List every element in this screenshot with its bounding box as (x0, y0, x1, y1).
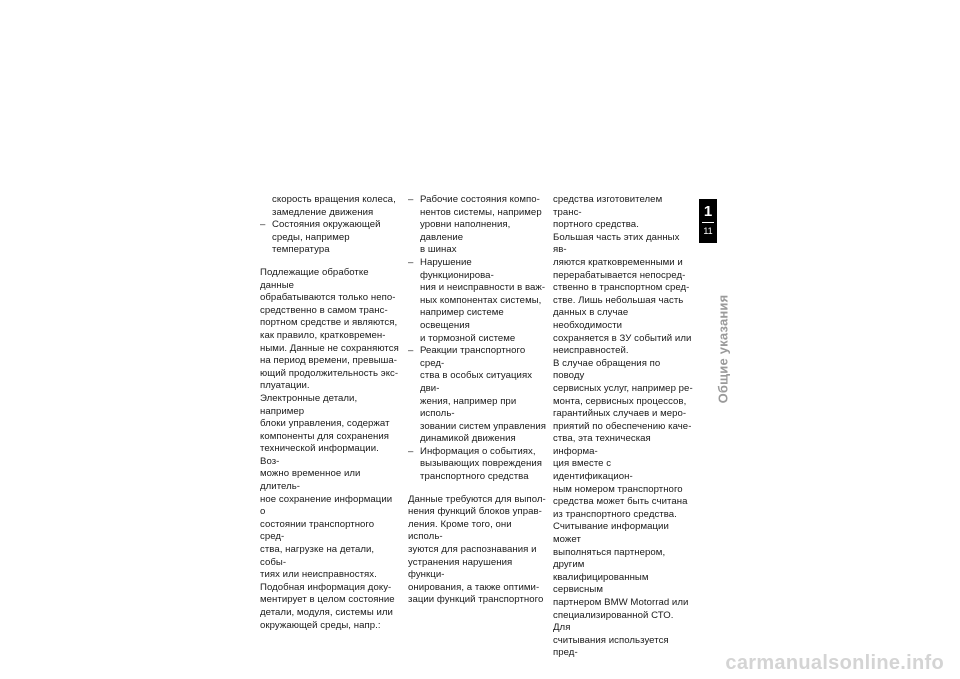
text-line: средственно в самом транс- (260, 304, 388, 316)
text-line: – Рабочие состояния компо- (420, 194, 540, 205)
text-line: квалифицированным сервисным (553, 571, 649, 596)
divider (702, 222, 714, 223)
text-line: уровни наполнения, давление (420, 219, 511, 243)
text-line: ства, эта техническая информа- (553, 433, 651, 457)
text-line: Подлежащие обработке данные (260, 266, 369, 291)
text-line: ния и неисправности в важ- (420, 282, 546, 294)
text-line: стве. Лишь небольшая часть (553, 294, 684, 306)
text-line: ных компонентах системы, (420, 294, 542, 306)
text-line: скорость вращения колеса, (272, 194, 396, 205)
text-line: нентов системы, например (420, 206, 542, 218)
text-line: В случае обращения по поводу (553, 357, 661, 382)
text-line: жения, например при исполь- (420, 395, 517, 420)
text-line: зовании систем управления (420, 420, 547, 432)
text-line: замедление движения (272, 206, 374, 218)
list-item-continuation (260, 194, 400, 219)
text-line: партнером BMW Motorrad или (553, 597, 689, 608)
text-line: выполняться партнером, другим (553, 546, 666, 571)
paragraph (553, 194, 693, 232)
text-line: тиях или неисправностях. (260, 569, 377, 581)
paragraph (553, 358, 693, 522)
chapter-tab (699, 199, 717, 243)
text-line: в шинах (420, 244, 457, 256)
text-line: из транспортного средства. (553, 508, 677, 520)
text-line: нения функций блоков управ- (408, 506, 542, 518)
text-line: Подобная информация доку- (260, 581, 392, 593)
text-line: среды, например температура (272, 231, 350, 256)
text-line: блоки управления, содержат (260, 418, 390, 430)
text-line: зации функций транспортного (408, 594, 544, 606)
paragraph (260, 582, 400, 632)
text-line: компоненты для сохранения (260, 430, 390, 442)
list-item (408, 345, 548, 446)
text-line: – Нарушение функционирова- (420, 256, 494, 281)
text-line: Данные требуются для выпол- (408, 493, 546, 505)
text-line: вызывающих повреждения (420, 458, 543, 470)
text-line: – Реакции транспортного сред- (420, 345, 526, 369)
text-line: портном средстве и являются, (260, 317, 398, 329)
text-line: ства в особых ситуациях дви- (420, 370, 533, 394)
text-line: Электронные детали, например (260, 392, 358, 417)
text-line: – Состояния окружающей (272, 219, 381, 231)
text-line: ментирует в целом состояние (260, 594, 395, 606)
text-line: технической информации. Воз- (260, 443, 379, 467)
list-item (408, 446, 548, 484)
text-line: как правило, кратковремен- (260, 329, 386, 341)
text-line: окружающей среды, напр.: (260, 619, 381, 631)
paragraph (408, 494, 548, 607)
text-line: Считывание информации может (553, 521, 669, 546)
text-line: зуются для распознавания и (408, 544, 537, 556)
text-line: динамикой движения (420, 433, 516, 445)
watermark: carmanualsonline.info (725, 652, 944, 674)
text-line: приятий по обеспечению каче- (553, 420, 692, 432)
page-number: 11 (703, 226, 713, 236)
text-line: ное сохранение информации о (260, 493, 393, 518)
text-line: перерабатывается непосред- (553, 269, 686, 281)
text-line: Большая часть этих данных яв- (553, 231, 680, 256)
text-line: транспортного средства (420, 471, 529, 483)
text-line: средства изготовителем транс- (553, 194, 663, 218)
text-line: считывания используется пред- (553, 634, 669, 659)
text-line: ства, нагрузке на детали, собы- (260, 544, 375, 568)
chapter-number: 1 (703, 203, 713, 220)
text-line: средства может быть считана (553, 496, 688, 508)
text-line: обрабатываются только непо- (260, 292, 396, 304)
text-line: специализированной СТО. Для (553, 609, 674, 634)
text-line: – Информация о событиях, (420, 445, 536, 457)
text-line: устранения нарушения функци- (408, 556, 513, 581)
text-line: и тормозной системе (420, 332, 516, 344)
paragraph (260, 267, 400, 393)
list-item (408, 257, 548, 345)
text-line: сервисных услуг, например ре- (553, 382, 693, 394)
text-line: на период времени, превыша- (260, 355, 398, 367)
paragraph (553, 521, 693, 660)
text-column-2 (408, 194, 548, 607)
text-line: например системе освещения (420, 307, 504, 331)
text-line: ными. Данные не сохраняются (260, 342, 399, 354)
text-line: данных в случае необходимости (553, 307, 629, 331)
text-line: ющий продолжительность экс- (260, 367, 399, 379)
text-line: ция вместе с идентификацион- (553, 458, 633, 483)
text-column-3 (553, 194, 693, 660)
text-line: детали, модуля, системы или (260, 607, 393, 618)
text-line: ственно в транспортном сред- (553, 282, 690, 294)
text-line: ным номером транспортного (553, 483, 683, 495)
text-line: плуатации. (260, 380, 310, 392)
text-line: ляются кратковременными и (553, 256, 683, 268)
chapter-title: Общие указания (715, 294, 731, 404)
paragraph (260, 393, 400, 582)
text-line: можно временное или длитель- (260, 468, 361, 493)
text-line: гарантийных случаев и меро- (553, 408, 687, 420)
text-line: онирования, а также оптими- (408, 581, 540, 593)
paragraph (553, 232, 693, 358)
list-item (260, 219, 400, 257)
list-item (408, 194, 548, 257)
text-line: портного средства. (553, 219, 639, 231)
text-line: ления. Кроме того, они исполь- (408, 518, 512, 543)
text-line: сохраняется в ЗУ событий или (553, 332, 692, 344)
text-column-1 (260, 194, 400, 632)
text-line: состоянии транспортного сред- (260, 518, 375, 543)
text-line: неисправностей. (553, 345, 629, 357)
text-line: монта, сервисных процессов, (553, 395, 687, 407)
